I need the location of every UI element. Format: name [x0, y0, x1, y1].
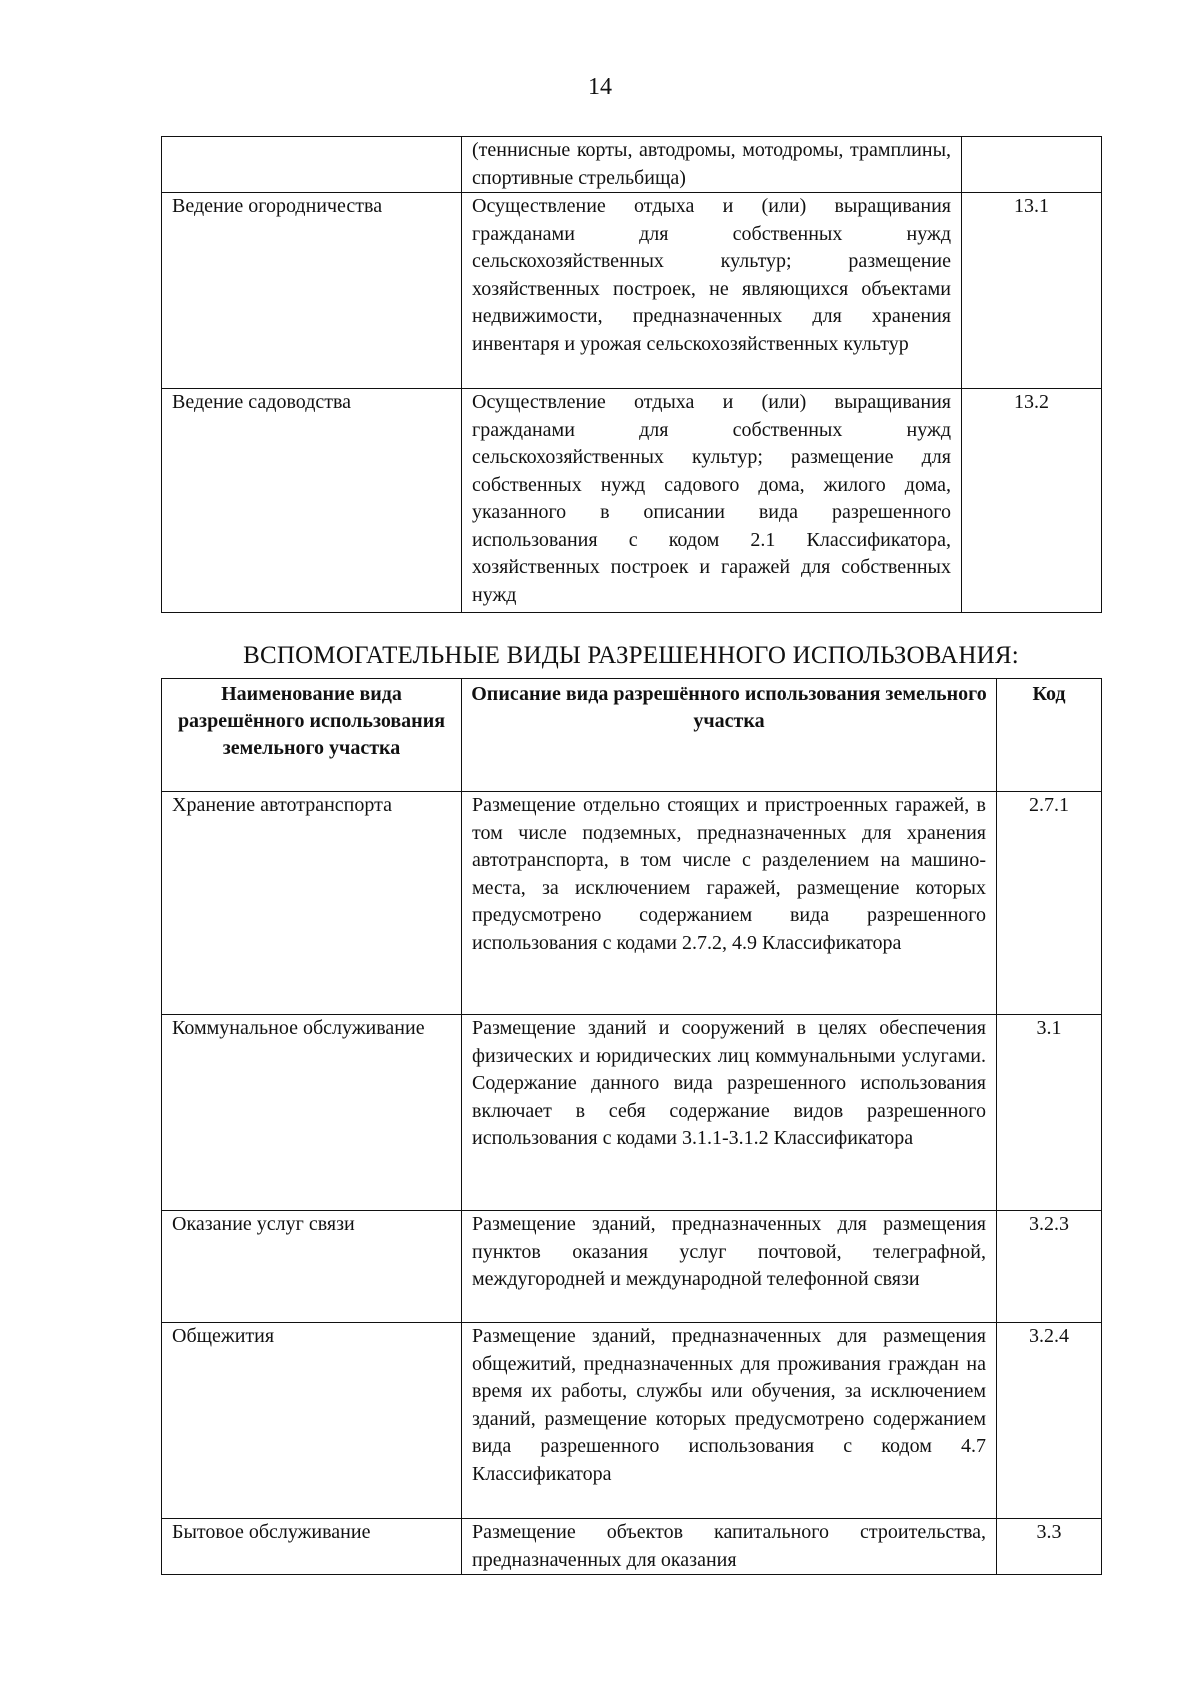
table-row: [162, 792, 1102, 1015]
table-row: [162, 1519, 1102, 1575]
table-header-row: [162, 679, 1102, 792]
land-use-table-continued: [161, 136, 1102, 613]
table-row: [162, 193, 1102, 389]
auxiliary-section-heading: ВСПОМОГАТЕЛЬНЫЕ ВИДЫ РАЗРЕШЕННОГО ИСПОЛЬЗОВАНИЯ:: [243, 642, 1019, 669]
use-name-cell: Ведение огородничества: [162, 193, 462, 389]
use-name-cell: Общежития: [162, 1323, 462, 1519]
use-code-cell: [962, 137, 1102, 193]
use-code-cell: 2.7.1: [997, 792, 1102, 1015]
use-code-cell: 3.1: [997, 1015, 1102, 1211]
use-name-cell: Ведение садоводства: [162, 389, 462, 613]
page-number: 14: [588, 74, 612, 100]
table-row: [162, 389, 1102, 613]
use-description-cell: Размещение зданий, предназначенных для размещения пунктов оказания услуг почтовой, телеграфной, междугородней и международной телефонной связи: [462, 1211, 997, 1323]
use-description-cell: Размещение зданий и сооружений в целях обеспечения физических и юридических лиц коммунальными услугами. Содержание данного вида разрешенного использования включает в себя содержание видов разрешенного использования с кодами 3.1.1-3.1.2 Классификатора: [462, 1015, 997, 1211]
table-row: [162, 1015, 1102, 1211]
use-code-cell: 3.2.4: [997, 1323, 1102, 1519]
use-name-cell: Хранение автотранспорта: [162, 792, 462, 1015]
header-use-description: Описание вида разрешённого использования земельного участка: [462, 679, 997, 792]
use-name-cell: Оказание услуг связи: [162, 1211, 462, 1323]
use-name-cell: [162, 137, 462, 193]
use-code-cell: 13.2: [962, 389, 1102, 613]
use-code-cell: 13.1: [962, 193, 1102, 389]
auxiliary-land-use-table: [161, 678, 1102, 1575]
use-code-cell: 3.2.3: [997, 1211, 1102, 1323]
header-use-name: Наименование вида разрешённого использования земельного участка: [162, 679, 462, 792]
use-name-cell: Бытовое обслуживание: [162, 1519, 462, 1575]
use-name-cell: Коммунальное обслуживание: [162, 1015, 462, 1211]
table-row: [162, 137, 1102, 193]
use-description-cell: Размещение объектов капитального строительства, предназначенных для оказания: [462, 1519, 997, 1575]
use-description-cell: Размещение зданий, предназначенных для размещения общежитий, предназначенных для проживания граждан на время их работы, службы или обучения, за исключением зданий, размещение которых предусмотрено содержанием вида разрешенного использования с кодом 4.7 Классификатора: [462, 1323, 997, 1519]
table-row: [162, 1211, 1102, 1323]
use-description-cell: Осуществление отдыха и (или) выращивания гражданами для собственных нужд сельскохозяйственных культур; размещение для собственных нужд садового дома, жилого дома, указанного в описании вида разрешенного использования с кодом 2.1 Классификатора, хозяйственных построек и гаражей для собственных нужд: [462, 389, 962, 613]
use-description-cell: (теннисные корты, автодромы, мотодромы, трамплины, спортивные стрельбища): [462, 137, 962, 193]
header-use-code: Код: [997, 679, 1102, 792]
table-row: [162, 1323, 1102, 1519]
use-description-cell: Размещение отдельно стоящих и пристроенных гаражей, в том числе подземных, предназначенных для хранения автотранспорта, в том числе с разделением на машино-места, за исключением гаражей, размещение которых предусмотрено содержанием вида разрешенного использования с кодами 2.7.2, 4.9 Классификатора: [462, 792, 997, 1015]
use-description-cell: Осуществление отдыха и (или) выращивания гражданами для собственных нужд сельскохозяйственных культур; размещение хозяйственных построек, не являющихся объектами недвижимости, предназначенных для хранения инвентаря и урожая сельскохозяйственных культур: [462, 193, 962, 389]
use-code-cell: 3.3: [997, 1519, 1102, 1575]
